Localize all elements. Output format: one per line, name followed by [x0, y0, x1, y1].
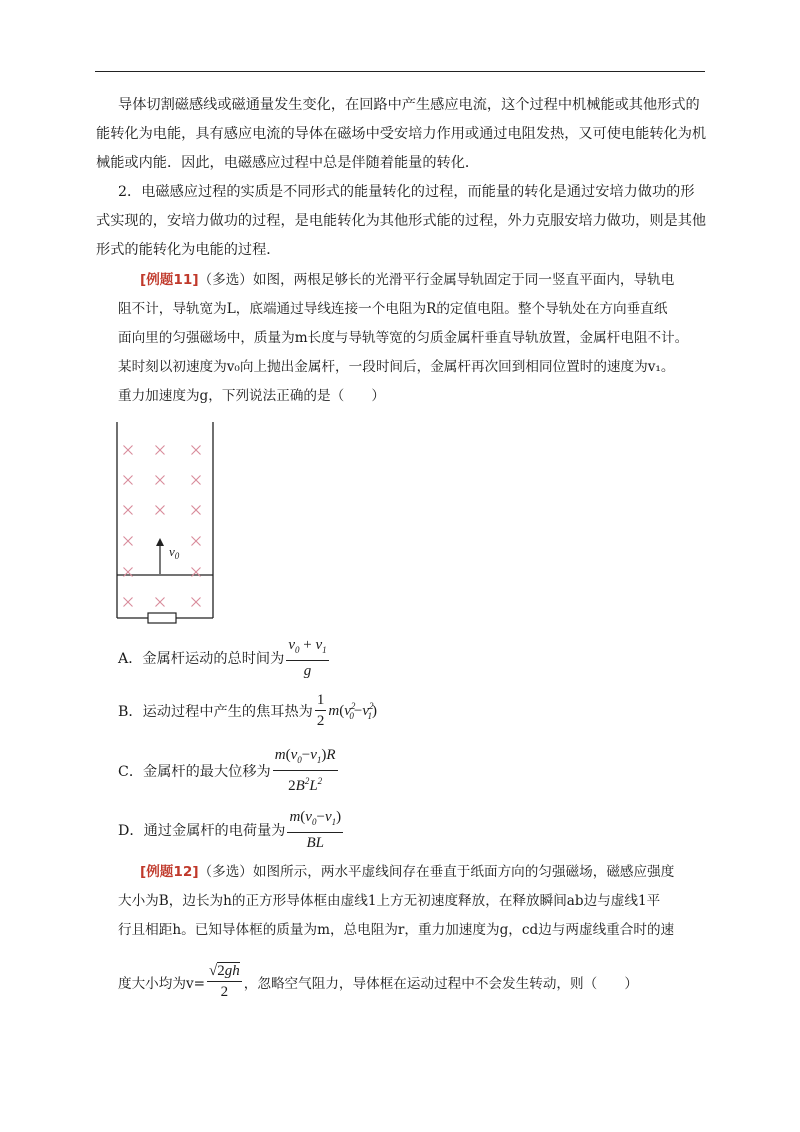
example11-line: 重力加速度为g，下列说法正确的是（ ） [118, 388, 385, 404]
example12-line: （多选）如图所示，两水平虚线间存在垂直于纸面方向的匀强磁场，磁感应强度 [198, 864, 675, 880]
rail-field-diagram [112, 418, 222, 630]
example12-text [118, 858, 730, 945]
example11-line: （多选）如图，两根足够长的光滑平行金属导轨固定于同一竖直平面内，导轨电 [198, 272, 675, 288]
expression: $m(v^2_0-v^2_1)$ [328, 700, 378, 721]
option-b[interactable]: B．运动过程中产生的焦耳热为 $\frac{1}{2}$ $m(v^2_0-v^2_1)$ [118, 692, 378, 729]
example11-text [118, 266, 730, 411]
resistor [148, 613, 176, 623]
intro-line: 导体切割磁感线或磁通量发生变化，在回路中产生感应电流，这个过程中机械能或其他形式的 [118, 97, 700, 113]
option-a[interactable]: A．金属杆运动的总时间为 $\frac{v_0 + v_1}{g}$ [118, 637, 327, 679]
fraction: $\frac{√2gh}{2}$ [209, 963, 240, 1000]
intro-line: 2．电磁感应过程的实质是不同形式的能量转化的过程，而能量的转化是通过安培力做功的形 [118, 184, 695, 200]
fraction: $\frac{m(v_0-v_1)R}{2B^2L^2}$ [274, 747, 336, 794]
example12-line: 行且相距h。已知导体框的质量为m，总电阻为r，重力加速度为g，cd边与两虚线重合时的速 [118, 922, 675, 938]
fraction: $\frac{m(v_0-v_1)}{BL}$ [289, 809, 342, 851]
intro-paragraph [96, 91, 708, 265]
option-d[interactable]: D．通过金属杆的电荷量为 $\frac{m(v_0-v_1)}{BL}$ [118, 809, 342, 851]
example12-line: 大小为B，边长为h的正方形导体框由虚线1上方无初速度释放，在释放瞬间ab边与虚线1平 [118, 893, 661, 909]
example11-line: 面向里的匀强磁场中，质量为m长度与导轨等宽的匀质金属杆垂直导轨放置，金属杆电阻不计。 [118, 330, 689, 346]
intro-line: 能转化为电能，具有感应电流的导体在磁场中受安培力作用或通过电阻发热，又可使电能转化为机 [96, 126, 707, 142]
example12-last-line: 度大小均为v= $\frac{√2gh}{2}$ ，忽略空气阻力，导体框在运动过程中不会发生转动，则（ ） [118, 963, 638, 1000]
example11-line: 某时刻以初速度为v₀向上抛出金属杆，一段时间后，金属杆再次回到相同位置时的速度为v₁。 [118, 359, 675, 375]
header-rule [95, 71, 705, 72]
intro-line: 形式的能转化为电能的过程． [96, 242, 281, 258]
fraction: $\frac{1}{2}$ [316, 692, 325, 729]
intro-line: 械能或内能．因此，电磁感应过程中总是伴随着能量的转化． [96, 155, 480, 171]
fraction: $\frac{v_0 + v_1}{g}$ [288, 637, 327, 679]
example11-line: 阻不计，导轨宽为L，底端通过导线连接一个电阻为R的定值电阻。整个导轨处在方向垂直纸 [118, 301, 668, 317]
velocity-label: $v_0$ [169, 544, 180, 561]
example12-tag: [例题12] [140, 864, 199, 880]
option-c[interactable]: C．金属杆的最大位移为 $\frac{m(v_0-v_1)R}{2B^2L^2}$ [118, 747, 336, 794]
intro-line: 式实现的，安培力做功的过程，是电能转化为其他形式能的过程，外力克服安培力做功，则是其他 [96, 213, 707, 229]
example11-tag: [例题11] [140, 272, 199, 288]
